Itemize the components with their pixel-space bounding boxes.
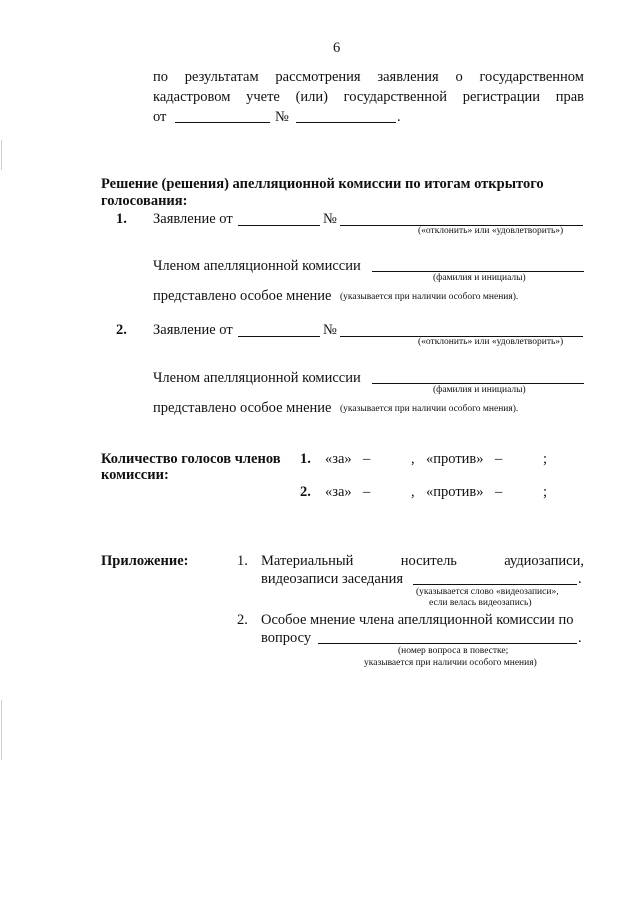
word: о — [455, 69, 463, 85]
opinion-label: представлено особое мнение — [153, 288, 332, 304]
page-number: 6 — [333, 40, 341, 56]
appendix-item-line-2: видеозаписи заседания — [261, 571, 404, 587]
statement-date-field[interactable] — [238, 225, 320, 226]
decision-heading-line-1: Решение (решения) апелляционной комиссии по итогам открытого — [101, 176, 544, 192]
votes-semicolon: ; — [543, 451, 548, 467]
votes-semicolon: ; — [543, 484, 548, 500]
votes-dash: – — [363, 451, 371, 467]
question-number-field[interactable] — [318, 643, 577, 644]
word: результатам — [184, 69, 259, 85]
votes-for-label: «за» — [325, 451, 352, 467]
statement-number-field[interactable] — [340, 336, 408, 337]
appendix-period: . — [578, 571, 582, 587]
member-name-field[interactable] — [372, 383, 584, 384]
appendix-item-number: 1. — [237, 553, 248, 569]
item-number: 2. — [116, 322, 127, 338]
word: Материальный — [261, 553, 354, 569]
word: учете — [246, 89, 280, 105]
votes-dash: – — [363, 484, 371, 500]
decision-hint: («отклонить» или «удовлетворить») — [418, 226, 564, 236]
word: (или) — [295, 89, 328, 105]
statement-label: Заявление от — [153, 322, 233, 338]
word: прав — [555, 89, 584, 105]
appendix-hint-line-1: (номер вопроса в повестке; — [398, 646, 509, 656]
word: по — [153, 69, 169, 85]
intro-line-2 — [153, 89, 584, 106]
opinion-hint: (указывается при наличии особого мнения). — [340, 292, 519, 302]
statement-date-field[interactable] — [238, 336, 320, 337]
votes-dash: – — [495, 484, 503, 500]
appendix-period: . — [578, 630, 582, 646]
appendix-item-number: 2. — [237, 612, 248, 628]
member-label: Членом апелляционной комиссии — [153, 258, 361, 274]
appendix-item-line-1: Особое мнение члена апелляционной комиссии по — [261, 612, 574, 628]
votes-for-label: «за» — [325, 484, 352, 500]
word: государственном — [479, 69, 584, 85]
votes-against-label: «против» — [426, 451, 484, 467]
statement-number-field[interactable] — [340, 225, 408, 226]
statement-number-sign: № — [323, 211, 337, 227]
member-name-field[interactable] — [372, 271, 584, 272]
votes-dash: – — [495, 451, 503, 467]
appendix-item-line-2: вопросу — [261, 630, 312, 646]
votes-comma: , — [411, 451, 415, 467]
decision-heading-line-2: голосования: — [101, 193, 188, 209]
votes-row-number: 1. — [300, 451, 311, 467]
opinion-label: представлено особое мнение — [153, 400, 332, 416]
intro-date-field[interactable] — [175, 122, 270, 123]
word: регистрации — [462, 89, 541, 105]
intro-number-field[interactable] — [296, 122, 396, 123]
item-number: 1. — [116, 211, 127, 227]
statement-number-sign: № — [323, 322, 337, 338]
votes-against-label: «против» — [426, 484, 484, 500]
appendix-hint-line-2: если велась видеозапись) — [429, 598, 532, 608]
opinion-hint: (указывается при наличии особого мнения). — [340, 404, 519, 414]
word: кадастровом — [153, 89, 231, 105]
appendix-label: Приложение: — [101, 553, 189, 569]
intro-period: . — [397, 109, 401, 125]
votes-row-number: 2. — [300, 484, 311, 500]
decision-hint: («отклонить» или «удовлетворить») — [418, 337, 564, 347]
intro-line-1 — [153, 69, 584, 86]
word: заявления — [377, 69, 439, 85]
statement-label: Заявление от — [153, 211, 233, 227]
intro-from-label: от — [153, 109, 167, 125]
appendix-hint-line-1: (указывается слово «видеозаписи», — [416, 587, 559, 597]
votes-comma: , — [411, 484, 415, 500]
member-hint: (фамилия и инициалы) — [433, 273, 526, 283]
appendix-hint-line-2: указывается при наличии особого мнения) — [364, 658, 537, 668]
scan-edge-mark — [1, 700, 2, 760]
scan-edge-mark — [1, 140, 2, 170]
member-hint: (фамилия и инициалы) — [433, 385, 526, 395]
member-label: Членом апелляционной комиссии — [153, 370, 361, 386]
intro-number-sign: № — [275, 109, 289, 125]
word: носитель — [400, 553, 457, 569]
word: аудиозаписи, — [504, 553, 584, 569]
votes-label-line-2: комиссии: — [101, 467, 169, 483]
word: рассмотрения — [275, 69, 361, 85]
appendix-item-line-1 — [261, 553, 584, 570]
votes-label-line-1: Количество голосов членов — [101, 451, 281, 467]
video-record-field[interactable] — [413, 584, 577, 585]
word: государственной — [343, 89, 448, 105]
